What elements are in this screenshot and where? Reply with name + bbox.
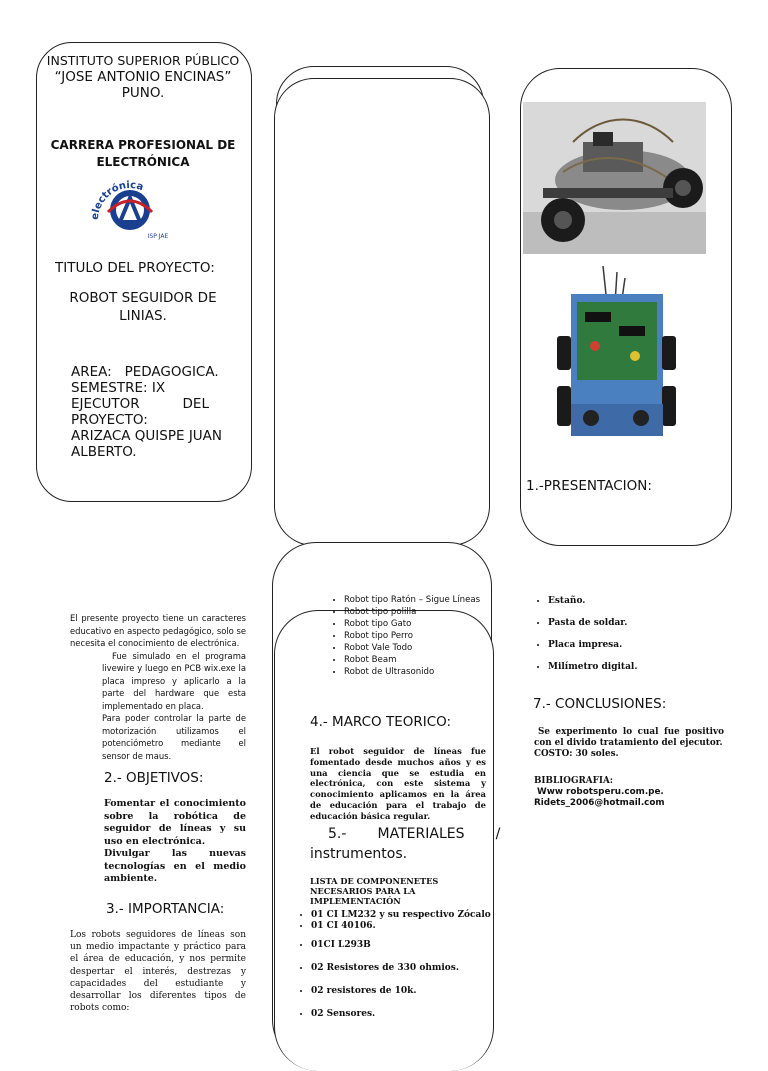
- semester-line: SEMESTRE: IX: [71, 380, 166, 396]
- intro-paragraph-1: El presente proyecto tiene un caracteres educativo en aspecto pedagógico, solo se necesita el conocimiento de electrónica.: [70, 613, 246, 648]
- theory-text: El robot seguidor de líneas fue fomentado desde muchos años y es una ciencia que se estudia en electrónica, con este sistema y conocimiento aplicamos en la área de educación para el trabajo de educación básica regular.: [310, 746, 486, 821]
- materials-list-title: LISTA DE COMPONENETES NECESARIOS PARA LA IMPLEMENTACIÓN: [310, 876, 439, 906]
- robot-image-2: [555, 266, 678, 444]
- institute-city: PUNO.: [121, 85, 165, 101]
- bibliography-heading: BIBLIOGRAFIA:: [534, 776, 614, 786]
- list-item: • Robot tipo Gato: [344, 618, 484, 630]
- materials-list: [295, 910, 506, 1020]
- intro-section: [70, 612, 246, 762]
- project-details: AREA: PEDAGOGICA. SEMESTRE: IX EJECUTOR DEL PROYECTO: ARIZACA QUISPE JUAN ALBERTO.: [71, 364, 247, 460]
- logo-text: electrónica: [89, 179, 145, 221]
- electronica-logo: [86, 176, 174, 242]
- list-item: • Milímetro digital.: [548, 662, 738, 673]
- objective-1: Fomentar el conocimiento sobre la robótica de seguidor de líneas y su uso en electrónica.: [104, 798, 246, 847]
- conclusions-paragraph: Se experimento lo cual fue positivo con el divido tratamiento del ejecutor.: [534, 727, 724, 748]
- area-line: AREA: PEDAGOGICA.: [71, 364, 219, 380]
- list-item: • 02 Sensores.: [311, 1009, 506, 1020]
- list-item: • Robot de Ultrasonido: [344, 666, 484, 678]
- list-item: • 01 CI LM232 y su respectivo Zócalo: [311, 910, 506, 921]
- institute-line: INSTITUTO SUPERIOR PÚBLICO: [46, 53, 240, 68]
- list-item: • Robot tipo polilla: [344, 606, 484, 618]
- conclusions-text: [534, 727, 724, 760]
- blank-panel-front: [274, 78, 490, 546]
- project-title: ROBOT SEGUIDOR DE LINIAS.: [69, 290, 217, 324]
- materials-list-continued: [533, 596, 738, 673]
- list-item: • 02 resistores de 10k.: [311, 986, 506, 997]
- intro-paragraph-2: Fue simulado en el programa livewire y luego en PCB wix.exe la placa impreso y aplicarlo a la parte del hardware que esta implementado en placa.: [102, 650, 246, 711]
- robot-types-list: [329, 594, 484, 678]
- intro-paragraph-3: Para poder controlar la parte de motorización utilizamos el potenciómetro mediante el sensor de maus.: [102, 713, 246, 761]
- list-item: • Placa impresa.: [548, 640, 738, 651]
- conclusions-heading: 7.- CONCLUSIONES:: [533, 696, 667, 712]
- robot-photo-1: [523, 102, 706, 254]
- bibliography-line-1: Www robotsperu.com.pe.: [537, 787, 664, 797]
- executor-label: EJECUTOR DEL: [71, 396, 209, 412]
- list-item: • Robot tipo Perro: [344, 630, 484, 642]
- list-item: • Pasta de soldar.: [548, 618, 738, 629]
- objective-2: Divulgar las nuevas tecnologías en el medio ambiente.: [104, 848, 246, 884]
- list-item: • 01CI L293B: [311, 940, 506, 951]
- list-item: • 02 Resistores de 330 ohmios.: [311, 963, 506, 974]
- institute-name: “JOSE ANTONIO ENCINAS”: [54, 69, 232, 85]
- list-item: • 01 CI 40106.: [311, 921, 506, 932]
- list-item: • Robot Beam: [344, 654, 484, 666]
- importance-text: Los robots seguidores de líneas son un medio impactante y práctico para el área de educación, y nos permite despertar el interés, destrezas y capacidades del estudiante y desarrollar los diferentes tipos de robots como:: [70, 930, 246, 1014]
- objectives-text: [104, 798, 246, 886]
- career-title: CARRERA PROFESIONAL DE ELECTRÓNICA: [50, 138, 236, 169]
- list-item: • Robot Vale Todo: [344, 642, 484, 654]
- bibliography-line-2: Ridets_2006@hotmail.com: [534, 798, 665, 808]
- logo-emblem: [86, 176, 174, 242]
- project-label: TITULO DEL PROYECTO:: [55, 260, 215, 276]
- logo-caption: ISP JAE: [147, 233, 169, 240]
- robot-photo-2: [555, 266, 678, 444]
- presentation-heading: 1.-PRESENTACION:: [526, 478, 652, 494]
- materials-heading: 5.- MATERIALES / instrumentos.: [310, 826, 501, 862]
- theory-heading: 4.- MARCO TEORICO:: [310, 714, 452, 730]
- objectives-heading: 2.- OBJETIVOS:: [104, 770, 204, 786]
- cover-header: [40, 53, 246, 101]
- list-item: • Robot tipo Ratón – Sigue Líneas: [344, 594, 484, 606]
- importance-heading: 3.- IMPORTANCIA:: [106, 901, 225, 917]
- cost-line: COSTO: 30 soles.: [534, 749, 619, 759]
- bibliography-section: [534, 776, 724, 809]
- executor-name: ARIZACA QUISPE JUAN: [71, 428, 223, 444]
- robot-image-1: [523, 102, 706, 254]
- list-item: • Estaño.: [548, 596, 738, 607]
